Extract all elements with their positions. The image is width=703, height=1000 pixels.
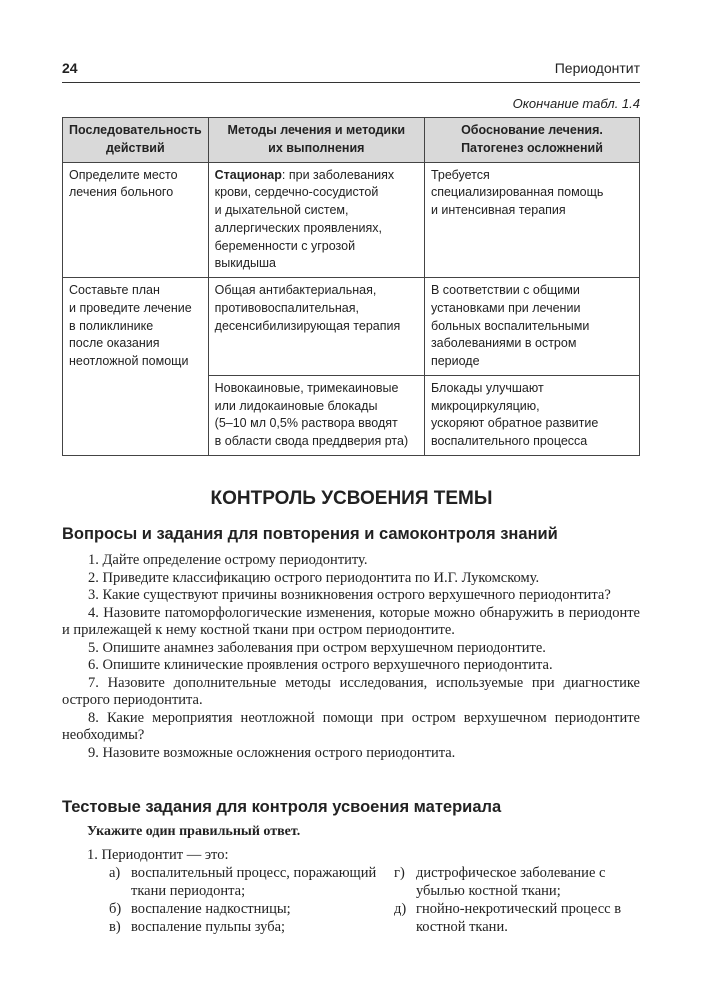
list-item: 2. Приведите классификацию острого периодонтита по И.Г. Лукомскому. bbox=[88, 569, 540, 586]
header-reason: Обоснование лечения. Патогенез осложнений bbox=[424, 118, 639, 163]
list-item: 7. Назовите дополнительные методы исследования, используемые при диагностике острого периодонтита. bbox=[62, 674, 640, 708]
cell-reason: В соответствии с общими установками при лечении больных воспалительными заболеваниями в остром периоде bbox=[424, 278, 639, 376]
answer-option-v[interactable]: в) воспаление пульпы зуба; bbox=[109, 919, 286, 935]
header-sequence: Последовательность действий bbox=[63, 118, 209, 163]
cell-method: Общая антибактериальная, противовоспалительная, десенсибилизирующая терапия bbox=[208, 278, 424, 376]
cell-reason: Требуется специализированная помощь и интенсивная терапия bbox=[424, 162, 639, 278]
test-question: 1. Периодонтит — это: bbox=[87, 847, 229, 863]
table-caption: Окончание табл. 1.4 bbox=[512, 96, 640, 111]
list-item: 6. Опишите клинические проявления острого верхушечного периодонтита. bbox=[88, 657, 553, 673]
questions-list bbox=[62, 552, 640, 762]
running-title: Периодонтит bbox=[554, 60, 640, 76]
tests-title: Тестовые задания для контроля усвоения материала bbox=[62, 798, 502, 816]
section-title: КОНТРОЛЬ УСВОЕНИЯ ТЕМЫ bbox=[210, 488, 493, 509]
answer-option-a[interactable]: а) воспалительный процесс, поражающий ткани периодонта; bbox=[109, 865, 377, 899]
cell-method: Стационар: при заболеваниях крови, сердечно-сосудистой и дыхательной систем, аллергических проявлениях, беременности с угрозой выкидыша bbox=[208, 162, 424, 278]
stationary-term: Стационар bbox=[214, 167, 282, 182]
cell-action: Составьте план и проведите лечение в поликлинике после оказания неотложной помощи bbox=[63, 278, 209, 456]
table-header-row bbox=[63, 118, 640, 163]
table-row bbox=[63, 278, 640, 376]
page-header bbox=[62, 56, 640, 83]
treatment-table bbox=[62, 117, 640, 456]
list-item: 5. Опишите анамнез заболевания при остром верхушечном периодонтите. bbox=[88, 639, 546, 656]
answer-option-d[interactable]: д) гнойно-некротический процесс в костной ткани. bbox=[394, 901, 622, 935]
list-item: 3. Какие существуют причины возникновения острого верхушечного периодонтита? bbox=[88, 587, 611, 603]
cell-action: Определите место лечения больного bbox=[63, 162, 209, 278]
test-question-block bbox=[87, 846, 640, 964]
list-item: 9. Назовите возможные осложнения острого периодонтита. bbox=[88, 744, 456, 761]
answer-option-g[interactable]: г) дистрофическое заболевание с убылью костной ткани; bbox=[394, 865, 606, 899]
options-left-column bbox=[109, 864, 389, 936]
page-number: 24 bbox=[62, 60, 78, 76]
list-item: 1. Дайте определение острому периодонтиту. bbox=[88, 552, 368, 568]
questions-title: Вопросы и задания для повторения и самоконтроля знаний bbox=[62, 525, 558, 543]
answer-option-b[interactable]: б) воспаление надкостницы; bbox=[109, 901, 291, 917]
header-methods: Методы лечения и методики их выполнения bbox=[208, 118, 424, 163]
list-item: 4. Назовите патоморфологические изменения, которые можно обнаружить в периодонте и прилежащей к нему костной ткани при остром периодонтите. bbox=[62, 604, 640, 638]
options-right-column bbox=[394, 864, 640, 936]
cell-reason: Блокады улучшают микроциркуляцию, ускоряют обратное развитие воспалительного процесса bbox=[424, 375, 639, 455]
answer-options bbox=[87, 864, 640, 964]
cell-method: Новокаиновые, тримекаиновые или лидокаиновые блокады (5–10 мл 0,5% раствора вводят в области свода преддверия рта) bbox=[208, 375, 424, 455]
instruction: Укажите один правильный ответ. bbox=[87, 824, 301, 839]
list-item: 8. Какие мероприятия неотложной помощи при остром верхушечном периодонтите необходимы? bbox=[62, 709, 640, 743]
table-row bbox=[63, 162, 640, 278]
